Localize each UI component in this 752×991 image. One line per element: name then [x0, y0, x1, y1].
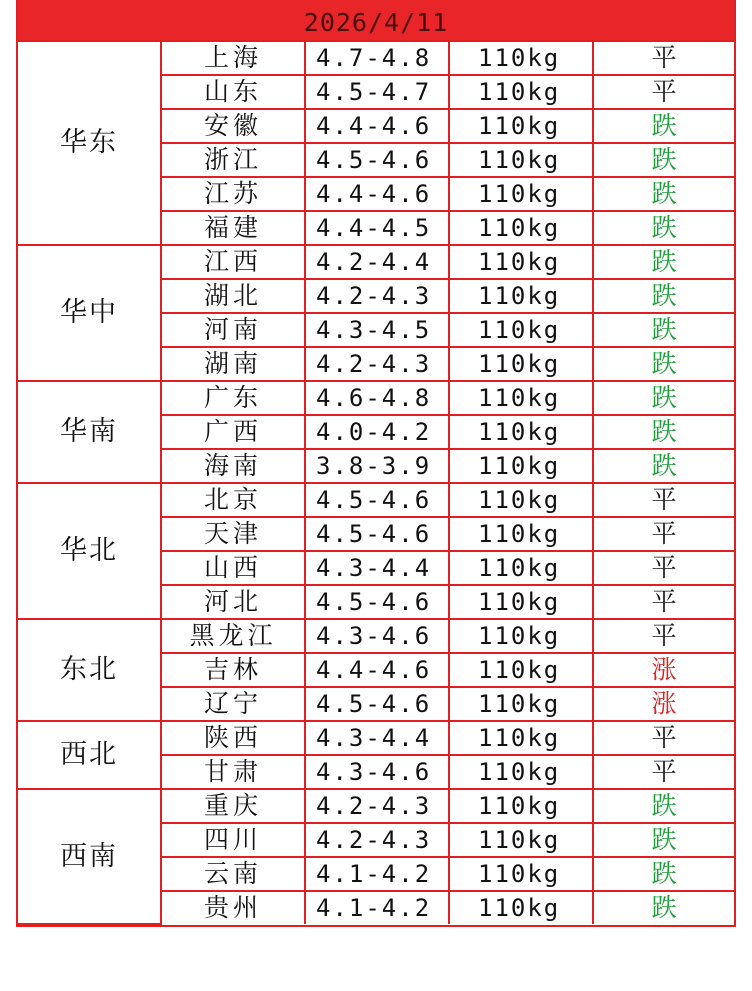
- city-cell: 山西: [161, 551, 305, 585]
- city-cell: 重庆: [161, 789, 305, 823]
- weight-cell: 110kg: [449, 415, 593, 449]
- weight-cell: 110kg: [449, 619, 593, 653]
- trend-cell: 涨: [593, 653, 734, 687]
- weight-cell: 110kg: [449, 381, 593, 415]
- price-range-cell: 4.5-4.6: [305, 585, 449, 619]
- weight-cell: 110kg: [449, 109, 593, 143]
- price-range-cell: 4.3-4.6: [305, 619, 449, 653]
- trend-cell: 平: [593, 517, 734, 551]
- weight-cell: 110kg: [449, 211, 593, 245]
- price-range-cell: 4.1-4.2: [305, 891, 449, 924]
- price-range-cell: 4.2-4.3: [305, 823, 449, 857]
- trend-cell: 跌: [593, 891, 734, 924]
- trend-cell: 跌: [593, 789, 734, 823]
- trend-cell: 跌: [593, 449, 734, 483]
- trend-cell: 平: [593, 755, 734, 789]
- price-range-cell: 4.4-4.6: [305, 109, 449, 143]
- trend-cell: 跌: [593, 279, 734, 313]
- city-cell: 辽宁: [161, 687, 305, 721]
- city-cell: 甘肃: [161, 755, 305, 789]
- trend-cell: 涨: [593, 687, 734, 721]
- region-cell: 西南: [18, 789, 161, 924]
- table-row: [18, 619, 734, 653]
- price-range-cell: 4.5-4.6: [305, 517, 449, 551]
- price-range-cell: 3.8-3.9: [305, 449, 449, 483]
- table-row: [18, 42, 734, 75]
- trend-cell: 跌: [593, 245, 734, 279]
- region-cell: 西北: [18, 721, 161, 789]
- weight-cell: 110kg: [449, 347, 593, 381]
- weight-cell: 110kg: [449, 143, 593, 177]
- city-cell: 吉林: [161, 653, 305, 687]
- price-range-cell: 4.6-4.8: [305, 381, 449, 415]
- region-cell: 华东: [18, 42, 161, 245]
- city-cell: 福建: [161, 211, 305, 245]
- weight-cell: 110kg: [449, 551, 593, 585]
- weight-cell: 110kg: [449, 585, 593, 619]
- trend-cell: 跌: [593, 415, 734, 449]
- trend-cell: 跌: [593, 143, 734, 177]
- city-cell: 天津: [161, 517, 305, 551]
- weight-cell: 110kg: [449, 823, 593, 857]
- trend-cell: 平: [593, 483, 734, 517]
- weight-cell: 110kg: [449, 177, 593, 211]
- price-range-cell: 4.1-4.2: [305, 857, 449, 891]
- price-range-cell: 4.2-4.4: [305, 245, 449, 279]
- price-range-cell: 4.0-4.2: [305, 415, 449, 449]
- price-range-cell: 4.5-4.6: [305, 483, 449, 517]
- table-row: [18, 789, 734, 823]
- table-row: [18, 483, 734, 517]
- city-cell: 贵州: [161, 891, 305, 924]
- trend-cell: 跌: [593, 857, 734, 891]
- city-cell: 江西: [161, 245, 305, 279]
- trend-cell: 平: [593, 619, 734, 653]
- city-cell: 广东: [161, 381, 305, 415]
- weight-cell: 110kg: [449, 483, 593, 517]
- trend-cell: 跌: [593, 347, 734, 381]
- weight-cell: 110kg: [449, 517, 593, 551]
- trend-cell: 平: [593, 585, 734, 619]
- city-cell: 陕西: [161, 721, 305, 755]
- weight-cell: 110kg: [449, 449, 593, 483]
- price-range-cell: 4.2-4.3: [305, 347, 449, 381]
- city-cell: 海南: [161, 449, 305, 483]
- price-range-cell: 4.4-4.5: [305, 211, 449, 245]
- price-range-cell: 4.3-4.4: [305, 721, 449, 755]
- weight-cell: 110kg: [449, 857, 593, 891]
- table-row: [18, 381, 734, 415]
- date-title: 2026/4/11: [18, 0, 734, 42]
- trend-cell: 平: [593, 42, 734, 75]
- trend-cell: 跌: [593, 109, 734, 143]
- weight-cell: 110kg: [449, 721, 593, 755]
- weight-cell: 110kg: [449, 755, 593, 789]
- city-cell: 湖北: [161, 279, 305, 313]
- city-cell: 北京: [161, 483, 305, 517]
- trend-cell: 平: [593, 551, 734, 585]
- weight-cell: 110kg: [449, 279, 593, 313]
- weight-cell: 110kg: [449, 687, 593, 721]
- price-range-cell: 4.3-4.4: [305, 551, 449, 585]
- weight-cell: 110kg: [449, 313, 593, 347]
- region-cell: 华中: [18, 245, 161, 381]
- region-cell: 华南: [18, 381, 161, 483]
- city-cell: 广西: [161, 415, 305, 449]
- price-range-cell: 4.4-4.6: [305, 653, 449, 687]
- region-cell: 华北: [18, 483, 161, 619]
- table-row: [18, 245, 734, 279]
- price-table-body: [18, 42, 734, 924]
- city-cell: 上海: [161, 42, 305, 75]
- trend-cell: 平: [593, 75, 734, 109]
- city-cell: 湖南: [161, 347, 305, 381]
- city-cell: 安徽: [161, 109, 305, 143]
- price-range-cell: 4.3-4.5: [305, 313, 449, 347]
- trend-cell: 跌: [593, 177, 734, 211]
- weight-cell: 110kg: [449, 653, 593, 687]
- price-range-cell: 4.5-4.6: [305, 143, 449, 177]
- table-row: [18, 721, 734, 755]
- price-range-cell: 4.5-4.6: [305, 687, 449, 721]
- price-range-cell: 4.7-4.8: [305, 42, 449, 75]
- weight-cell: 110kg: [449, 789, 593, 823]
- weight-cell: 110kg: [449, 42, 593, 75]
- city-cell: 江苏: [161, 177, 305, 211]
- price-range-cell: 4.4-4.6: [305, 177, 449, 211]
- weight-cell: 110kg: [449, 891, 593, 924]
- trend-cell: 跌: [593, 211, 734, 245]
- city-cell: 山东: [161, 75, 305, 109]
- price-sheet: [16, 0, 736, 927]
- price-range-cell: 4.2-4.3: [305, 279, 449, 313]
- price-range-cell: 4.2-4.3: [305, 789, 449, 823]
- region-cell: 东北: [18, 619, 161, 721]
- price-range-cell: 4.5-4.7: [305, 75, 449, 109]
- weight-cell: 110kg: [449, 245, 593, 279]
- trend-cell: 跌: [593, 823, 734, 857]
- trend-cell: 跌: [593, 381, 734, 415]
- trend-cell: 平: [593, 721, 734, 755]
- city-cell: 河北: [161, 585, 305, 619]
- city-cell: 河南: [161, 313, 305, 347]
- city-cell: 云南: [161, 857, 305, 891]
- price-table: [18, 42, 734, 925]
- city-cell: 黑龙江: [161, 619, 305, 653]
- trend-cell: 跌: [593, 313, 734, 347]
- city-cell: 四川: [161, 823, 305, 857]
- city-cell: 浙江: [161, 143, 305, 177]
- weight-cell: 110kg: [449, 75, 593, 109]
- price-range-cell: 4.3-4.6: [305, 755, 449, 789]
